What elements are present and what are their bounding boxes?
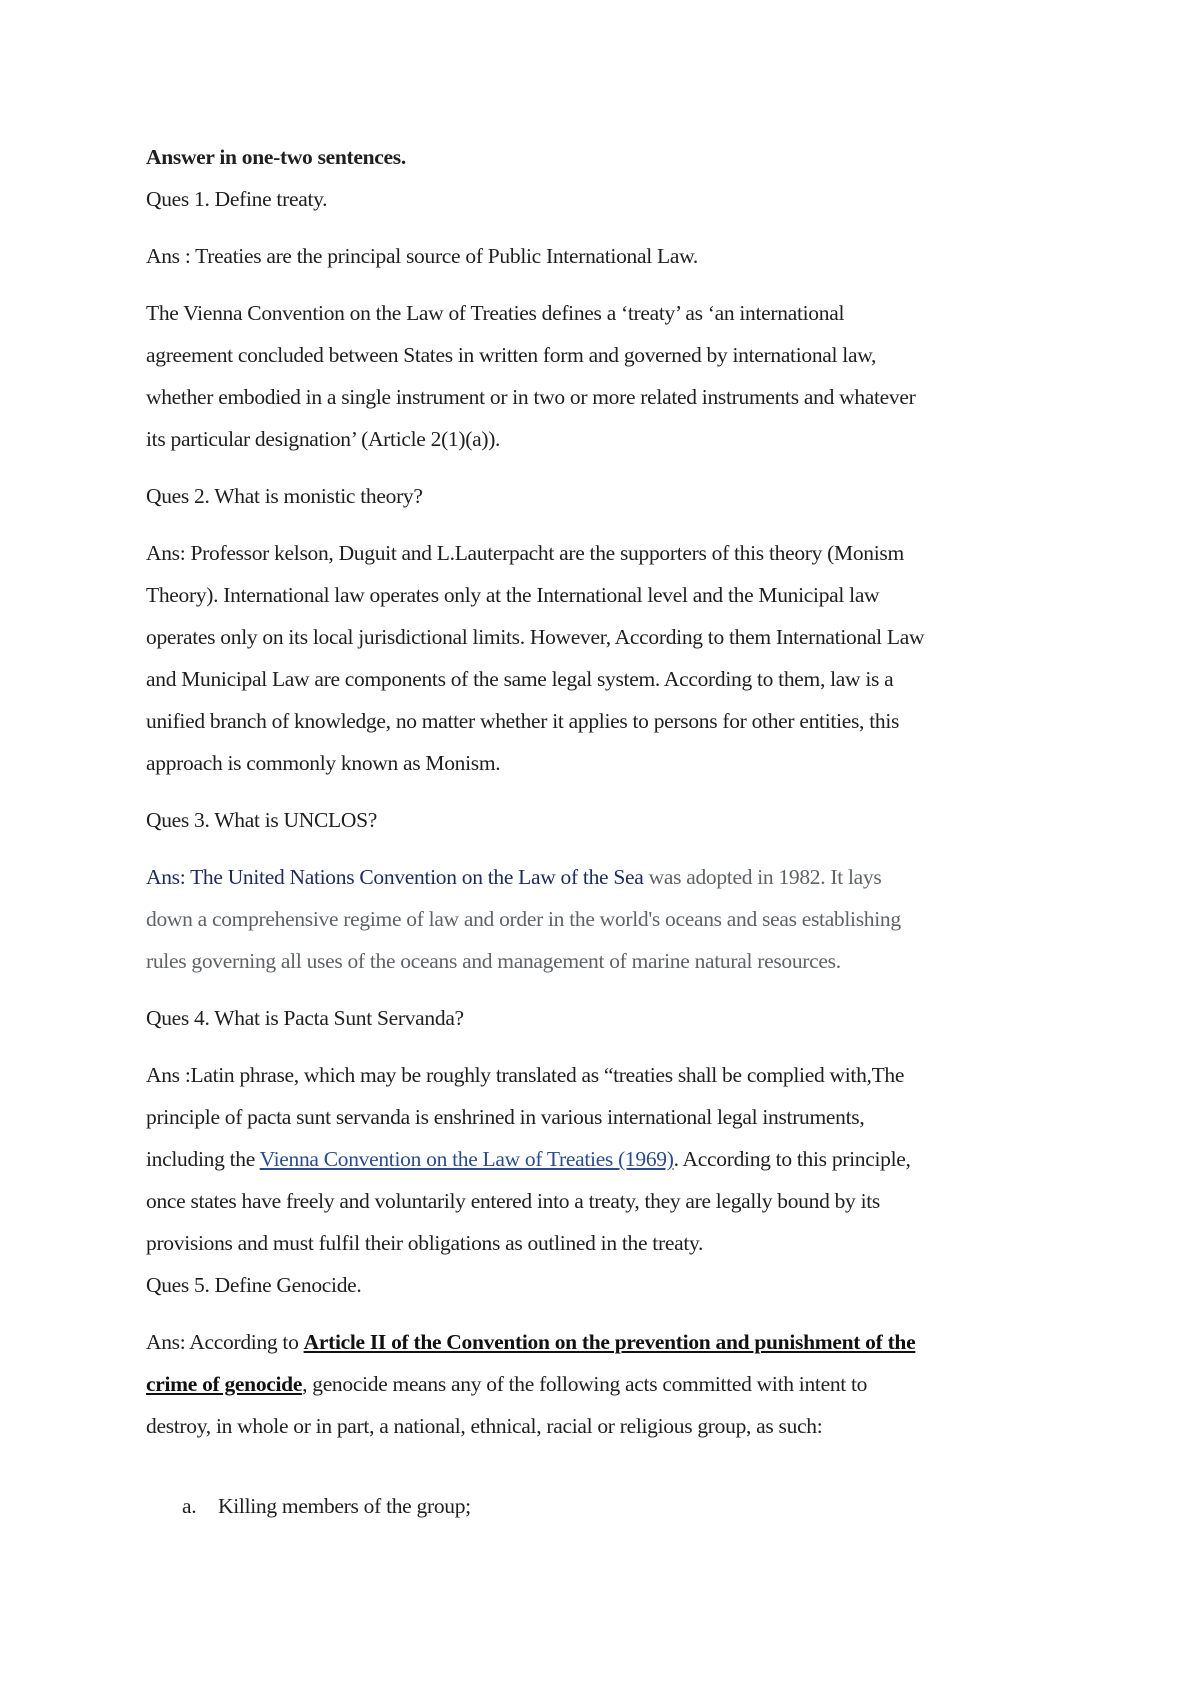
unclos-name: Ans: The United Nations Convention on the Law of the Sea	[146, 865, 644, 889]
question-4: Ques 4. What is Pacta Sunt Servanda?	[146, 1006, 464, 1030]
answer-5	[146, 1321, 1066, 1447]
text-line: destroy, in whole or in part, a national, ethnical, racial or religious group, as such:	[146, 1414, 823, 1438]
question-1: Ques 1. Define treaty.	[146, 187, 328, 211]
text-line: its particular designation’ (Article 2(1)(a)).	[146, 427, 501, 451]
text-line	[146, 1363, 1066, 1405]
question-3: Ques 3. What is UNCLOS?	[146, 808, 377, 832]
answer-1-definition	[146, 292, 1066, 460]
text-line: provisions and must fulfil their obligations as outlined in the treaty.	[146, 1231, 704, 1255]
text-line	[146, 856, 1066, 898]
text-line: Ans :Latin phrase, which may be roughly translated as “treaties shall be complied with,The	[146, 1063, 905, 1087]
text-line: principle of pacta sunt servanda is enshrined in various international legal instruments,	[146, 1105, 865, 1129]
text-fragment: Ans: According to	[146, 1330, 304, 1354]
text-line: operates only on its local jurisdictional limits. However, According to them International Law	[146, 625, 925, 649]
text-line: once states have freely and voluntarily entered into a treaty, they are legally bound by its	[146, 1189, 880, 1213]
genocide-acts-list	[146, 1485, 1066, 1527]
text-line: down a comprehensive regime of law and order in the world's oceans and seas establishing	[146, 907, 901, 931]
answer-1-intro: Ans : Treaties are the principal source of Public International Law.	[146, 244, 698, 268]
text-line: rules governing all uses of the oceans and management of marine natural resources.	[146, 949, 841, 973]
text-line: and Municipal Law are components of the same legal system. According to them, law is a	[146, 667, 894, 691]
text-line: unified branch of knowledge, no matter whether it applies to persons for other entities, this	[146, 709, 900, 733]
article-ii-reference-cont: crime of genocide	[146, 1372, 303, 1396]
article-ii-reference: Article II of the Convention on the prevention and punishment of the	[303, 1330, 916, 1354]
text-line: Theory). International law operates only at the International level and the Municipal law	[146, 583, 880, 607]
text-line	[146, 1138, 1066, 1180]
text-line: agreement concluded between States in written form and governed by international law,	[146, 343, 877, 367]
text-line: Ans: Professor kelson, Duguit and L.Lauterpacht are the supporters of this theory (Monism	[146, 541, 904, 565]
text-fragment: . According to this principle,	[673, 1147, 911, 1171]
text-line	[146, 1321, 1066, 1363]
text-line: whether embodied in a single instrument or in two or more related instruments and whatever	[146, 385, 916, 409]
list-item-text: Killing members of the group;	[218, 1494, 471, 1518]
answer-2	[146, 532, 1066, 784]
question-5: Ques 5. Define Genocide.	[146, 1273, 362, 1297]
document-page	[146, 136, 1066, 1527]
text-line: approach is commonly known as Monism.	[146, 751, 501, 775]
vienna-convention-link[interactable]: Vienna Convention on the Law of Treaties (1969)	[259, 1147, 674, 1171]
text-fragment: including the	[146, 1147, 260, 1171]
unclos-adopted: was adopted in 1982. It lays	[643, 865, 882, 889]
section-heading: Answer in one-two sentences.	[146, 145, 406, 169]
answer-3	[146, 856, 1066, 982]
text-line: The Vienna Convention on the Law of Treaties defines a ‘treaty’ as ‘an international	[146, 301, 845, 325]
list-marker: a.	[182, 1494, 197, 1518]
answer-4	[146, 1054, 1066, 1264]
question-2: Ques 2. What is monistic theory?	[146, 484, 423, 508]
list-item	[146, 1485, 1066, 1527]
text-fragment: , genocide means any of the following acts committed with intent to	[302, 1372, 868, 1396]
